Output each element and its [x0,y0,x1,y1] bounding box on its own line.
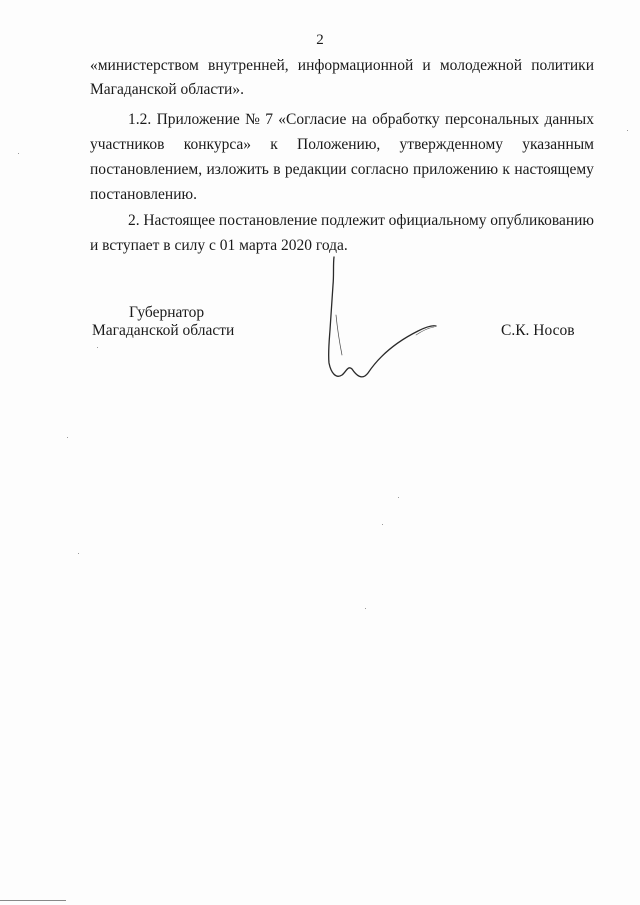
word: официальному [388,212,487,229]
scan-speck [382,524,383,525]
paragraph-2-line-1 [128,110,594,130]
word: к [270,136,278,153]
handwritten-signature [318,255,448,390]
word: информационной [297,57,414,74]
word: утвержденному [399,136,504,153]
word: внутренней, [208,57,289,74]
word: молодежной [439,57,523,74]
scan-speck [398,497,399,498]
word: к [502,161,510,178]
word: изложить [206,161,269,178]
paragraph-2-line-2 [90,135,594,155]
paragraph-3-line-2: и вступает в силу с 01 марта 2020 года. [90,237,348,254]
word: данных [544,111,594,128]
word: политики [531,57,594,74]
word: настоящему [514,161,594,178]
word: приложению [413,161,499,178]
word: № [245,111,260,128]
word: «Согласие [278,111,347,128]
word: подлежит [321,212,385,229]
word: указанным [522,136,594,153]
word: Положению, [297,136,381,153]
word: 7 [265,111,273,128]
word: постановление [218,212,318,229]
scan-speck [78,553,79,554]
page-number: 2 [316,32,324,48]
word: «министерством [90,57,199,74]
signatory-title-line-1: Губернатор [129,304,205,321]
paragraph-3-line-1 [128,211,594,231]
scan-speck [67,437,68,438]
word: редакции [284,161,347,178]
signatory-title-line-2: Магаданской области [92,322,235,339]
scan-speck [97,347,98,348]
word: опубликованию [490,212,594,229]
word: Настоящее [143,212,216,229]
word: и [422,57,431,74]
word: в [273,161,281,178]
word: на [351,111,367,128]
scan-edge-line [0,900,66,901]
paragraph-1-line-1 [90,56,594,76]
word: постановлением, [90,161,203,178]
signatory-name: С.К. Носов [501,322,575,339]
scan-speck [365,608,366,609]
paragraph-1-line-2: Магаданской области». [90,81,244,98]
word: участников [90,136,165,153]
word: Приложение [156,111,240,128]
word: 2. [128,212,140,229]
word: 1.2. [128,111,152,128]
word: конкурса» [183,136,252,153]
paragraph-2-line-3 [90,160,594,180]
scan-speck [627,130,628,131]
paragraph-2-line-4: постановлению. [90,186,197,203]
word: согласно [350,161,409,178]
word: персональных [445,111,540,128]
word: обработку [372,111,440,128]
scan-speck [18,153,19,154]
